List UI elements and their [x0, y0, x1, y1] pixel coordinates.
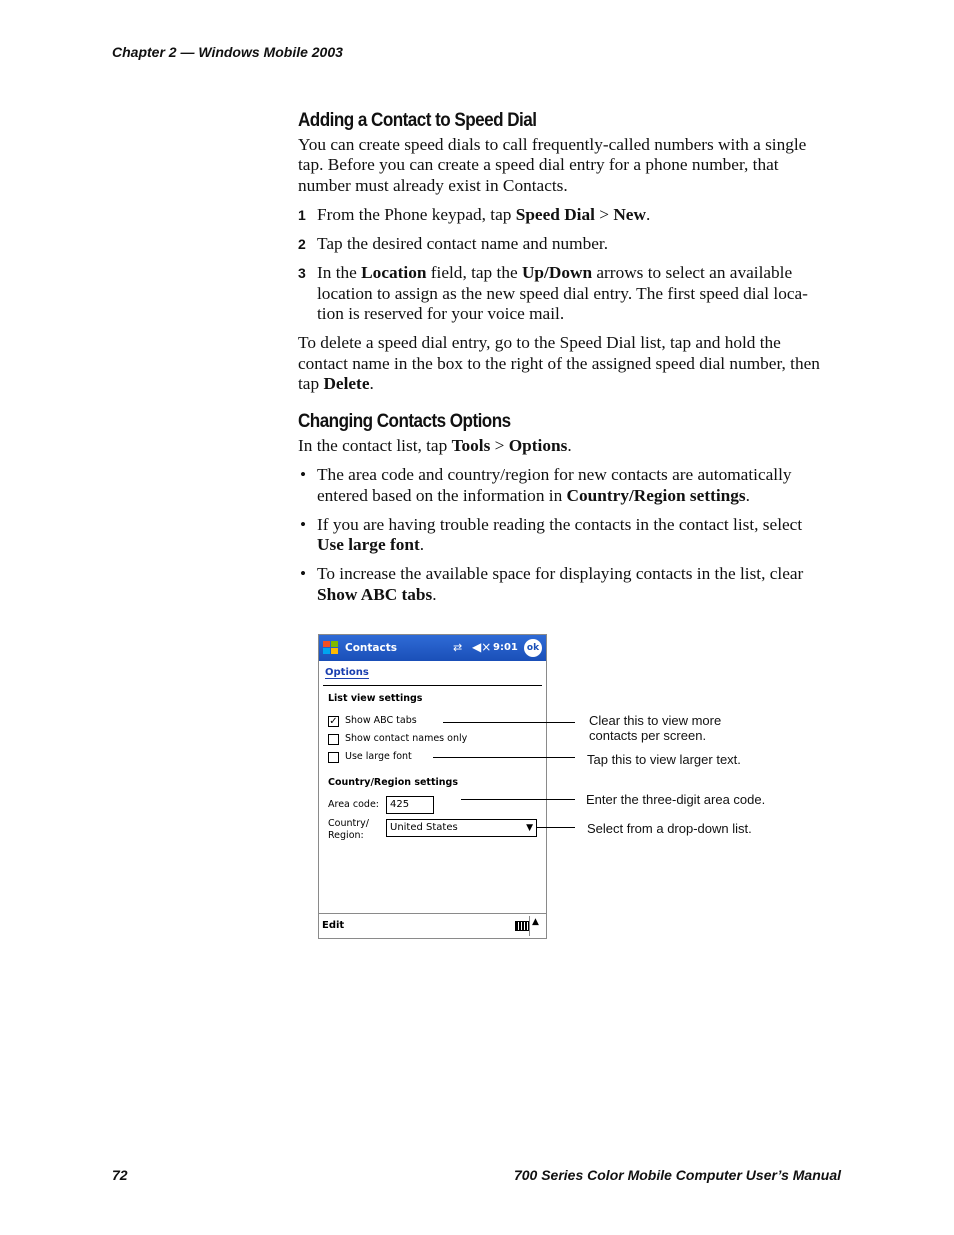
bullet-text: . [745, 485, 750, 505]
step-number: 2 [298, 236, 306, 253]
ui-term: Tools [451, 436, 491, 455]
chevron-down-icon[interactable]: ▼ [526, 823, 533, 833]
step-text: Tap the desired contact name and number. [317, 234, 609, 254]
windows-flag-icon[interactable] [322, 639, 340, 657]
checkbox-label[interactable]: Show contact names only [345, 733, 468, 744]
edit-menu[interactable]: Edit [322, 920, 345, 931]
step-number: 3 [298, 265, 306, 282]
step-text: In the [317, 263, 362, 283]
paragraph-text: > [490, 436, 509, 455]
checkbox-show-contact-names-only[interactable] [328, 734, 339, 745]
page-number: 72 [112, 1167, 128, 1183]
body-paragraph [298, 436, 833, 456]
ui-term: New [613, 204, 646, 224]
ui-term: Up/Down [521, 263, 593, 283]
callout-country: Select from a drop-down list. [587, 821, 752, 836]
country-select[interactable] [386, 819, 537, 837]
country-region-heading: Country/Region settings [328, 777, 458, 788]
command-bar [319, 913, 546, 938]
callout-leader [461, 799, 575, 800]
step-text: arrows to select an available location to assign as the new speed dial entry. The first speed dial loca-tion is reserved for your voice mail. [317, 263, 808, 324]
keyboard-icon[interactable] [515, 921, 529, 931]
bullet-icon: • [300, 564, 307, 584]
ok-button[interactable]: ok [524, 639, 542, 657]
section-heading: Changing Contacts Options [298, 411, 511, 432]
country-label: Country/ [328, 818, 369, 829]
pda-screenshot [318, 634, 547, 939]
callout-leader [443, 722, 575, 723]
ui-term: Speed Dial [515, 204, 595, 224]
checkbox-label[interactable]: Show ABC tabs [345, 715, 417, 726]
bullet-text: . [419, 535, 425, 555]
body-paragraph [298, 333, 833, 394]
checkbox-show-abc-tabs[interactable]: ✓ [329, 716, 338, 727]
checkbox-label[interactable]: Use large font [345, 751, 412, 762]
bullet-icon: • [300, 514, 307, 534]
step-text: From the Phone keypad, tap [317, 204, 516, 224]
area-code-input[interactable]: 425 [386, 796, 434, 814]
step-text: . [645, 204, 651, 224]
tab-options[interactable]: Options [325, 667, 369, 678]
step-item [298, 234, 833, 254]
ui-term: Country/Region settings [566, 485, 746, 505]
paragraph-text: . [369, 373, 374, 393]
ui-term: Options [508, 436, 568, 455]
sync-arrows-icon[interactable]: ⇄ [453, 641, 463, 654]
title-bar [319, 635, 546, 661]
body-paragraph: You can create speed dials to call frequently-called numbers with a single tap. Before you can create a speed dial entry for a phone number, that number must already exist in Contacts. [298, 135, 807, 195]
manual-title: 700 Series Color Mobile Computer User’s Manual [513, 1167, 841, 1183]
country-value: United States [390, 822, 458, 833]
divider [529, 916, 530, 936]
ui-term: Delete [323, 373, 370, 393]
app-title: Contacts [345, 642, 397, 654]
callout-leader [433, 757, 575, 758]
list-view-heading: List view settings [328, 693, 423, 704]
paragraph-text: . [567, 436, 572, 455]
bullet-text: To increase the available space for displaying contacts in the list, clear [317, 564, 804, 584]
bullet-icon: • [300, 465, 307, 485]
section-speed-dial [298, 110, 833, 394]
paragraph-text: In the contact list, tap [298, 436, 452, 455]
section-heading: Adding a Contact to Speed Dial [298, 110, 537, 131]
callout-large-font: Tap this to view larger text. [587, 752, 741, 767]
callout-text: Clear this to view more [589, 713, 722, 728]
callout-area-code: Enter the three-digit area code. [586, 792, 766, 807]
callout-text: contacts per screen. [589, 728, 707, 743]
running-header: Chapter 2 — Windows Mobile 2003 [112, 44, 343, 60]
area-code-label: Area code: [328, 799, 379, 810]
step-item [298, 205, 833, 225]
bullet-item [298, 515, 833, 556]
step-item [298, 263, 833, 324]
step-text: field, tap the [426, 263, 522, 283]
clock[interactable]: 9:01 [493, 642, 518, 653]
bullet-text: The area code and country/region for new contacts are automatically entered based on the information in [317, 465, 792, 505]
bullet-text: If you are having trouble reading the contacts in the contact list, select [317, 514, 803, 534]
ui-term: Show ABC tabs [317, 584, 433, 604]
bullet-item [298, 564, 833, 605]
region-label: Region: [328, 830, 364, 841]
chevron-up-icon[interactable]: ▲ [532, 917, 539, 927]
checkbox-use-large-font[interactable] [328, 752, 339, 763]
speaker-icon[interactable]: ◀× [472, 640, 492, 654]
callout-show-abc [589, 713, 721, 743]
paragraph-text: To delete a speed dial entry, go to the Speed Dial list, tap and hold the contact name in the box to the right of the assigned speed dial number, then tap [298, 333, 820, 393]
ui-term: Location [361, 263, 427, 283]
step-number: 1 [298, 206, 306, 223]
bullet-item [298, 465, 833, 506]
bullet-text: . [432, 584, 437, 604]
ui-term: Use large font [317, 535, 420, 555]
section-contacts-options [298, 411, 833, 605]
divider [323, 685, 542, 686]
callout-leader [537, 827, 575, 828]
step-text: > [594, 204, 614, 224]
